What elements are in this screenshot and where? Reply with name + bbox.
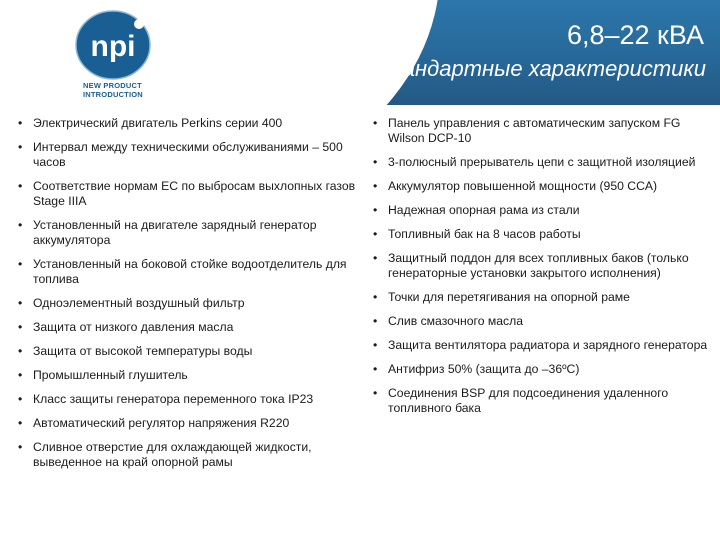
- feature-item: • 3-полюсный прерыватель цепи с защитной изоляцией: [373, 155, 708, 170]
- logo-caption-line1: NEW PRODUCT: [83, 81, 142, 90]
- right-feature-column: [373, 116, 708, 425]
- page-title: 6,8–22 кВА: [566, 20, 704, 50]
- feature-item: • Надежная опорная рама из стали: [373, 203, 708, 218]
- feature-item: • Панель управления с автоматическим запуском FG Wilson DCP-10: [373, 116, 708, 146]
- feature-item: • Установленный на двигателе зарядный генератор аккумулятора: [18, 218, 363, 248]
- feature-item: • Автоматический регулятор напряжения R220: [18, 416, 363, 431]
- feature-item: • Защита от высокой температуры воды: [18, 344, 363, 359]
- feature-item: • Сливное отверстие для охлаждающей жидкости, выведенное на край опорной рамы: [18, 440, 363, 470]
- logo-text: npi: [90, 30, 136, 63]
- feature-item: • Топливный бак на 8 часов работы: [373, 227, 708, 242]
- feature-item: • Интервал между техническими обслуживаниями – 500 часов: [18, 140, 363, 170]
- feature-item: • Точки для перетягивания на опорной раме: [373, 290, 708, 305]
- page-subtitle: Стандартные характеристики: [368, 56, 706, 81]
- feature-item: • Аккумулятор повышенной мощности (950 CCA): [373, 179, 708, 194]
- header-banner: [0, 0, 720, 105]
- feature-item: • Защита вентилятора радиатора и зарядного генератора: [373, 338, 708, 353]
- right-feature-list: [373, 116, 708, 416]
- logo-caption: [83, 81, 193, 99]
- feature-item: • Класс защиты генератора переменного тока IP23: [18, 392, 363, 407]
- feature-item: • Установленный на боковой стойке водоотделитель для топлива: [18, 257, 363, 287]
- feature-item: • Слив смазочного масла: [373, 314, 708, 329]
- feature-item: • Защитный поддон для всех топливных баков (только генераторные установки закрытого исполнения): [373, 251, 708, 281]
- feature-item: • Одноэлементный воздушный фильтр: [18, 296, 363, 311]
- feature-item: • Соединения BSP для подсоединения удаленного топливного бака: [373, 386, 708, 416]
- logo-caption-line2: INTRODUCTION: [83, 90, 143, 99]
- feature-item: • Электрический двигатель Perkins серии 400: [18, 116, 363, 131]
- feature-item: • Соответствие нормам ЕС по выбросам выхлопных газов Stage IIIA: [18, 179, 363, 209]
- npi-logo: [0, 0, 200, 105]
- left-feature-column: [18, 116, 363, 479]
- npi-logo-icon: [73, 8, 153, 80]
- feature-item: • Промышленный глушитель: [18, 368, 363, 383]
- left-feature-list: [18, 116, 363, 470]
- feature-item: • Защита от низкого давления масла: [18, 320, 363, 335]
- feature-item: • Антифриз 50% (защита до –36ºС): [373, 362, 708, 377]
